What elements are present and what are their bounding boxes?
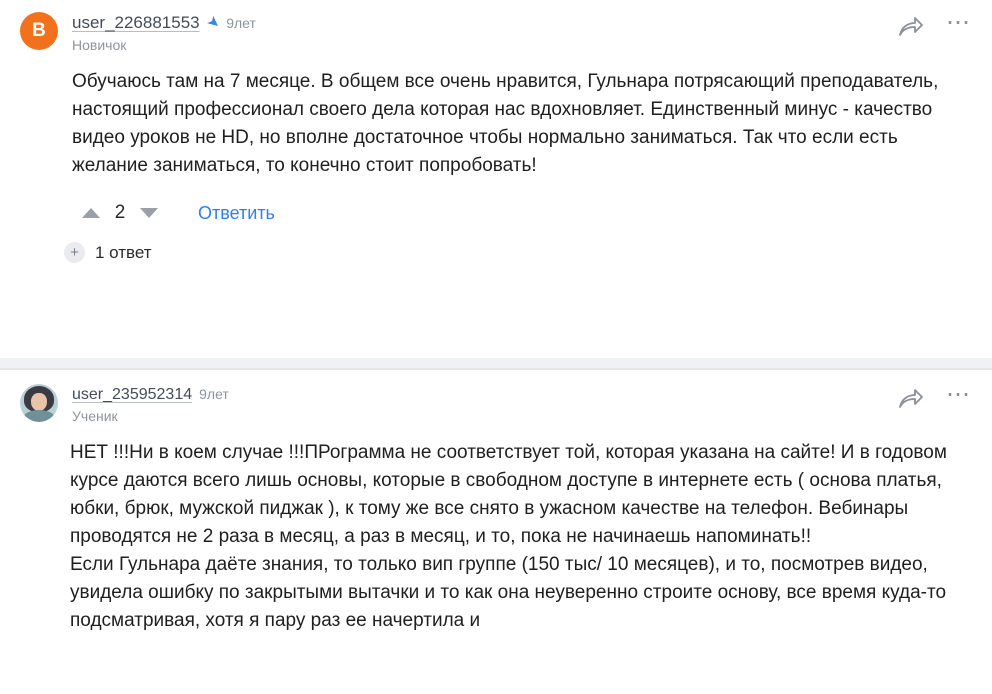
more-dots-icon[interactable]: ⋯ <box>946 9 972 36</box>
plus-icon: + <box>64 242 85 263</box>
upvote-arrow-icon[interactable] <box>82 208 100 218</box>
username-link[interactable]: user_235952314 <box>72 386 193 403</box>
avatar[interactable] <box>20 384 58 422</box>
comment-body-continued: Если Гульнара даёте знания, то только вип группе (150 тыс/ 10 месяцев), и то, посмотрев видео, увидела ошибку по закрытыми вытачки и то как она неуверенно строите основу, все время куда-то подсматривая, хотя я пару раз ее начертила и <box>70 553 947 631</box>
vote-score: 2 <box>114 202 126 224</box>
share-icon[interactable] <box>898 16 924 38</box>
replies-count-label: 1 ответ <box>95 242 152 262</box>
avatar-face <box>31 393 47 411</box>
comment-header <box>20 381 972 425</box>
more-dots-icon[interactable]: ⋯ <box>946 381 972 408</box>
comment-age: 9лет <box>226 14 256 31</box>
comment-meta <box>72 384 229 425</box>
downvote-arrow-icon[interactable] <box>140 208 158 218</box>
show-replies-button[interactable] <box>64 242 972 263</box>
comment-text <box>70 439 972 635</box>
avatar[interactable] <box>20 12 58 50</box>
comment-footer <box>82 202 972 224</box>
comment-age: 9лет <box>199 386 229 403</box>
comment-actions <box>898 381 972 410</box>
comment-meta <box>72 12 256 54</box>
comment-text <box>72 68 972 180</box>
user-rank: Ученик <box>72 408 118 425</box>
username-link[interactable]: user_226881553 <box>72 13 200 32</box>
comment-actions <box>898 9 972 38</box>
user-rank: Новичок <box>72 37 127 54</box>
share-icon[interactable] <box>898 388 924 410</box>
comment-item <box>0 368 992 694</box>
reply-button[interactable]: Ответить <box>198 202 275 223</box>
avatar-letter: B <box>32 20 46 41</box>
comment-body: Обучаюсь там на 7 месяце. В общем все очень нравится, Гульнара потрясающий преподаватель, настоящий профессионал своего дела которая нас вдохновляет. Единственный минус - качество видео уроков не HD, но вполне достаточное чтобы нормально заниматься. Так что если есть желание заниматься, то конечно стоит попробовать! <box>72 71 939 177</box>
avatar-body <box>23 410 55 422</box>
comment-header <box>20 9 972 54</box>
pin-icon: ➤ <box>202 12 224 34</box>
comment-body: НЕТ !!!Ни в коем случае !!!ПРограмма не соответствует той, которая указана на сайте! И в годовом курсе даются всего лишь основы, которые в свободном доступе в интернете есть ( основа платья, юбки, брюк, мужской пиджак ), к тому же все снято в ужасном качестве на телефон. Вебинары проводятся не 2 раза в месяц, а раз в месяц, и то, пока не начинаешь напоминать!! <box>70 441 947 547</box>
section-divider <box>0 358 992 368</box>
